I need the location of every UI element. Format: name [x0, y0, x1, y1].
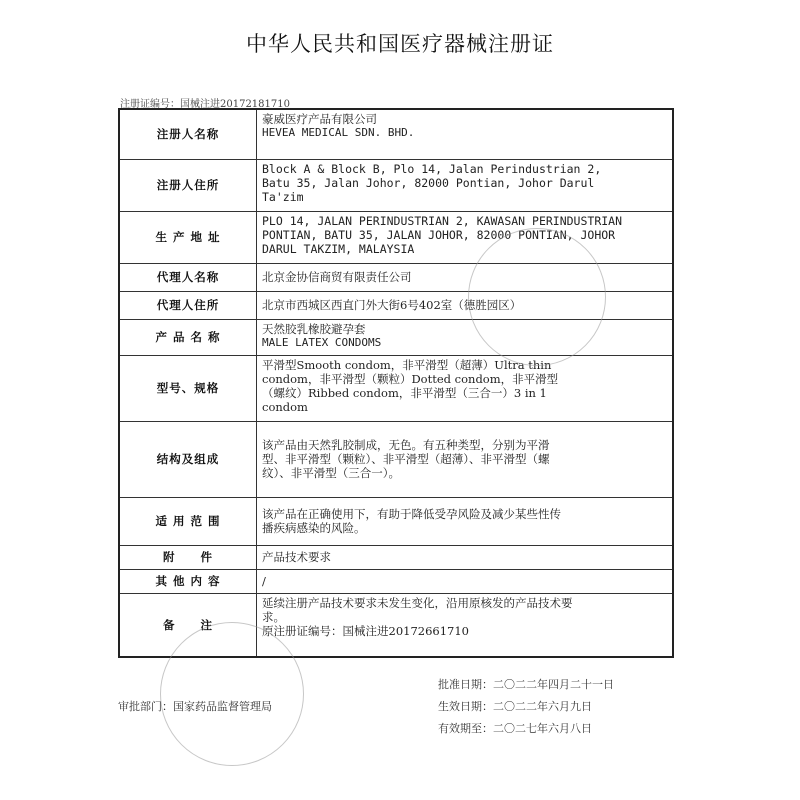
row-value: [257, 497, 674, 545]
value-line: 求。: [262, 609, 285, 624]
value-line: 天然胶乳橡胶避孕套: [262, 321, 366, 336]
approval-date: 批准日期：二〇二二年四月二十一日: [438, 678, 614, 691]
table-row: [119, 421, 673, 497]
table-row: [119, 569, 673, 593]
value-line: DARUL TAKZIM, MALAYSIA: [262, 241, 415, 256]
value-line: 纹）、非平滑型（三合一）。: [262, 466, 400, 480]
row-label: 代理人名称: [119, 263, 257, 291]
value-line: Batu 35, Jalan Johor, 82000 Pontian, Johor Darul: [262, 175, 595, 190]
row-value: [257, 211, 674, 263]
value-line: /: [262, 574, 266, 588]
row-label: 适 用 范 围: [119, 497, 257, 545]
table-row: [119, 545, 673, 569]
registration-table: [118, 108, 674, 658]
value-line: （螺纹）Ribbed condom，非平滑型（三合一）3 in 1: [262, 385, 547, 400]
value-line: condom，非平滑型（颗粒）Dotted condom，非平滑型: [262, 371, 559, 386]
row-label: 生 产 地 址: [119, 211, 257, 263]
value-line: 北京金协信商贸有限责任公司: [262, 270, 412, 284]
value-line: PONTIAN, BATU 35, JALAN JOHOR, 82000 PONTIAN, JOHOR: [262, 227, 616, 242]
row-value: [257, 159, 674, 211]
row-label: 型号、规格: [119, 355, 257, 421]
value-line: 该产品在正确使用下，有助于降低受孕风险及减少某些性传: [262, 507, 561, 521]
value-line: 北京市西城区西直门外大街6号402室（德胜园区）: [262, 298, 522, 312]
value-line: condom: [262, 399, 308, 414]
row-label: 代理人住所: [119, 291, 257, 319]
row-value: [257, 569, 674, 593]
row-label: 附 件: [119, 545, 257, 569]
row-value: [257, 263, 674, 291]
agent-company-seal: [468, 228, 606, 366]
value-line: 该产品由天然乳胶制成，无色。有五种类型，分别为平滑: [262, 438, 550, 452]
table-row: [119, 159, 673, 211]
row-label: 注册人名称: [119, 109, 257, 159]
row-label: 注册人住所: [119, 159, 257, 211]
expiry-date: 有效期至：二〇二七年六月八日: [438, 722, 592, 735]
value-line: 原注册证编号：国械注进20172661710: [262, 623, 469, 638]
certificate-number: 注册证编号：国械注进20172181710: [120, 99, 290, 110]
row-label: 结构及组成: [119, 421, 257, 497]
row-label: 产 品 名 称: [119, 319, 257, 355]
row-value: [257, 319, 674, 355]
value-line: MALE LATEX CONDOMS: [262, 335, 382, 349]
value-line: Ta'zim: [262, 189, 304, 204]
row-label: 备 注: [119, 593, 257, 657]
value-line: 延续注册产品技术要求未发生变化，沿用原核发的产品技术要: [262, 595, 573, 610]
value-line: 豪威医疗产品有限公司: [262, 112, 377, 126]
row-value: [257, 109, 674, 159]
approval-department: 审批部门：国家药品监督管理局: [118, 700, 272, 713]
value-line: 型、非平滑型（颗粒）、非平滑型（超薄）、非平滑型（螺: [262, 452, 550, 466]
value-line: Block A & Block B, Plo 14, Jalan Perindustrian 2,: [262, 161, 602, 176]
row-value: [257, 291, 674, 319]
row-value: [257, 593, 674, 657]
table-row: [119, 497, 673, 545]
row-value: [257, 421, 674, 497]
value-line: 产品技术要求: [262, 550, 331, 564]
row-label: 其 他 内 容: [119, 569, 257, 593]
table-row: [119, 109, 673, 159]
value-line: 播疾病感染的风险。: [262, 521, 366, 535]
official-seal: [160, 622, 304, 766]
row-value: [257, 355, 674, 421]
certificate-title: 中华人民共和国医疗器械注册证: [246, 32, 554, 56]
table-row: [119, 355, 673, 421]
value-line: HEVEA MEDICAL SDN. BHD.: [262, 126, 415, 139]
row-value: [257, 545, 674, 569]
value-line: PLO 14, JALAN PERINDUSTRIAN 2, KAWASAN PERINDUSTRIAN: [262, 213, 623, 228]
value-line: 平滑型Smooth condom，非平滑型（超薄）Ultra thin: [262, 357, 552, 372]
effective-date: 生效日期：二〇二二年六月九日: [438, 700, 592, 713]
